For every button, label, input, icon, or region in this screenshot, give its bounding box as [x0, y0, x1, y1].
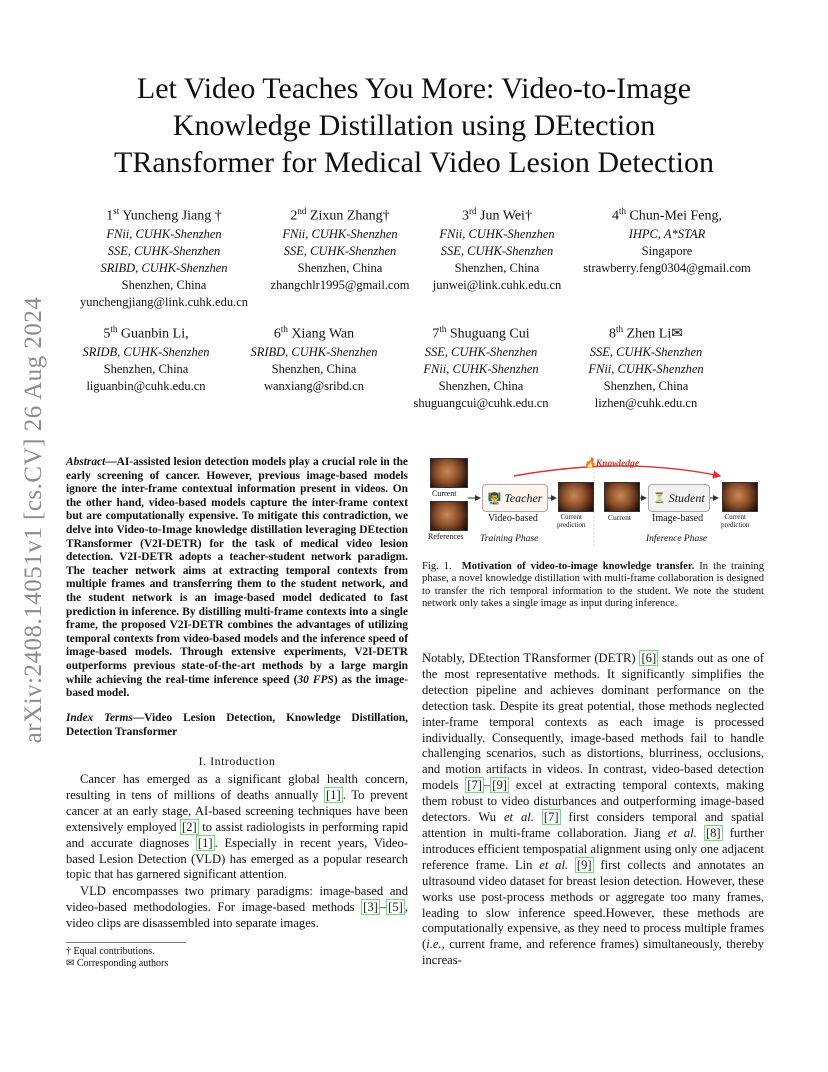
author-8: 8th Zhen Li✉ SSE, CUHK-Shenzhen FNii, CUHK-Shenzhen Shenzhen, China lizhen@cuhk.edu.cn [568, 320, 724, 412]
author-name: Chun-Mei Feng, [629, 208, 723, 224]
current-label: Current [608, 513, 631, 522]
citation-link[interactable]: [6] [641, 651, 657, 665]
author-email: strawberry.feng0304@gmail.com [583, 260, 751, 275]
knowledge-label: Knowledge [595, 459, 640, 469]
current-label: Current [432, 489, 457, 498]
citation-link[interactable]: [1] [326, 787, 341, 802]
section-heading: I. Introduction [198, 754, 276, 768]
author-name: Shuguang Cui [449, 326, 530, 342]
references-label: References [428, 532, 464, 541]
author-6: 6th Xiang Wan SRIBD, CUHK-Shenzhen Shenzhen, China wanxiang@sribd.cn [234, 320, 394, 395]
author-name: Zixun Zhang† [309, 208, 390, 224]
citation-link[interactable]: [7] [467, 778, 482, 793]
footnote: ✉ Corresponding authors [66, 958, 169, 969]
intro-paragraph-1: Cancer has emerged as a significant global health concern, resulting in tens of millions of deaths annually [1] . To prevent cancer at an early stage, AI-based screening techniques have been extensively employed [2] to assist radiologists in performing rapid and accurate diagnoses [1] . Especially in recent years, Video-based Lesion Detection (VLD) has emerged as a popular research topic that has garnered significant attention. [66, 772, 408, 882]
author-email: yunchengjiang@link.cuhk.edu.cn [79, 294, 249, 309]
title-line: Let Video Teaches You More: Video-to-Image [136, 72, 692, 105]
abstract: Abstract—AI-assisted lesion detection models play a crucial role in the early screening of cancer. However, previous image-based models ignore the inter-frame contextual information present in videos. On the other hand, video-based models capture the inter-frame context but are computationally expensive. To mitigate this contradiction, we delve into Video-to-Image knowledge distillation leveraging DEtection TRansformer (V2I-DETR) for the task of medical video lesion detection. V2I-DETR adopts a teacher-student network paradigm. The teacher network aims at extracting temporal contexts from multiple frames and transferring them to the student network, and the student network is an image-based model dedicated to fast prediction in inference. By distilling multi-frame contexts into a single frame, the proposed V2I-DETR combines the advantages of utilizing temporal contexts from video-based models and the inference speed of image-based models. Through extensive experiments, V2I-DETR outperforms previous state-of-the-art methods by a large margin while achieving the real-time inference speed (30 FPS) as the image-based model. [66, 456, 408, 700]
footnotes [66, 946, 408, 970]
author-4: 4th Chun-Mei Feng, IHPC, A*STAR Singapore strawberry.feng0304@gmail.com [574, 202, 760, 277]
teacher-box: 👨‍🏫 Teacher [482, 484, 548, 512]
video-based-label: Video-based [488, 513, 538, 524]
training-phase-label: Training Phase [480, 534, 539, 544]
author-name: Xiang Wan [291, 326, 355, 342]
current-frame-image [604, 482, 640, 512]
prediction-image [558, 482, 594, 512]
index-terms: Index Terms—Video Lesion Detection, Knowledge Distillation, Detection Transformer [66, 712, 408, 738]
author-email: junwei@link.cuhk.edu.cn [432, 277, 562, 292]
hourglass-icon: ⏳ [653, 492, 666, 504]
body-paragraph: Notably, DEtection TRansformer (DETR) [6] stands out as one of the most representative methods. It significantly simplifies the detection pipeline and achieves dominant performance on the detection task. Despite its great potential, those methods neglected inter-frame temporal contexts as each image is processed individually. Consequently, image-based methods fail to handle challenging scenarios, such as distortions, blurriness, occlusions, and motion artifacts in videos. In contrast, video-based detection models [7] – [9] excel at extracting temporal contexts, making them robust to video disturbances and outperforming image-based detectors. Wu et al. [7] first considers temporal and spatial attention in multi-frame collaboration. Jiang et al. [8] further introduces efficient tempospatial alignment using only one adjacent reference frame. Lin et al. [9] first collects and annotates an ultrasound video dataset for breast lesion detection. However, these works use post-process methods or aggregate too many frames, leading to slow inference speed.However, these methods are computationally expensive, as they need to process multiple frames (i.e., current frame, and reference frames) simultaneously, thereby increas- [422, 651, 765, 968]
author-email: zhangchlr1995@gmail.com [270, 277, 410, 292]
author-1: 1st Yuncheng Jiang † FNii, CUHK-Shenzhen SSE, CUHK-Shenzhen SRIBD, CUHK-Shenzhen Shenzhen, China yunchengjiang@link.cuhk.edu.cn [74, 202, 254, 311]
footnote-rule [66, 942, 186, 943]
inference-phase-label: Inference Phase [646, 534, 708, 544]
author-5: 5th Guanbin Li, SRIDB, CUHK-Shenzhen Shenzhen, China liguanbin@cuhk.edu.cn [66, 320, 226, 395]
current-frame-image [430, 458, 468, 488]
citation-link[interactable]: [1] [197, 835, 213, 850]
author-email: liguanbin@cuhk.edu.cn [86, 378, 206, 393]
title-line: Knowledge Distillation using DEtection [172, 109, 656, 142]
citation-link[interactable]: [3] [363, 899, 378, 914]
arxiv-watermark: arXiv:2408.14051v1 [cs.CV] 26 Aug 2024 [20, 296, 47, 744]
prediction-image [722, 482, 758, 512]
author-3: 3rd Jun Wei† FNii, CUHK-Shenzhen SSE, CUHK-Shenzhen Shenzhen, China junwei@link.cuhk.edu.cn [424, 202, 570, 294]
student-box: ⏳ Student [648, 484, 710, 512]
prediction-label: Current prediction [557, 513, 586, 529]
figure-caption: Fig. 1. Motivation of video-to-image knowledge transfer. In the training phase, a novel knowledge distillation with multi-frame collaboration is designed to transfer the rich temporal information to the student. We note the student network only takes a single image as input during inference. [422, 561, 764, 610]
citation-link[interactable]: [8] [705, 825, 721, 840]
reference-frame-image [430, 501, 468, 531]
citation-link[interactable]: [2] [182, 819, 197, 834]
image-based-label: Image-based [652, 513, 704, 524]
author-2: 2nd Zixun Zhang† FNii, CUHK-Shenzhen SSE, CUHK-Shenzhen Shenzhen, China zhangchlr1995@gmail.com [254, 202, 426, 294]
author-name: Zhen Li✉ [626, 326, 683, 342]
citation-link[interactable]: [5] [388, 899, 403, 914]
teacher-icon: 👨‍🏫 [487, 492, 502, 505]
figure-1 [424, 454, 768, 550]
title-line: TRansformer for Medical Video Lesion Detection [114, 146, 714, 179]
author-name: Guanbin Li, [120, 326, 189, 342]
author-7: 7th Shuguang Cui SSE, CUHK-Shenzhen FNii, CUHK-Shenzhen Shenzhen, China shuguangcui@cuhk.edu.cn [396, 320, 566, 412]
footnote: † Equal contributions. [66, 946, 155, 957]
paper-title [60, 70, 768, 181]
intro-paragraph-2: VLD encompasses two primary paradigms: image-based and video-based methodologies. For image-based methods [3] – [5] , video clips are disassembled into separate images. [66, 884, 408, 930]
author-name: Yuncheng Jiang † [122, 208, 222, 224]
author-email: lizhen@cuhk.edu.cn [594, 395, 698, 410]
prediction-label: Current prediction [721, 513, 750, 529]
citation-link[interactable]: [9] [492, 778, 507, 793]
author-name: Jun Wei† [480, 208, 532, 224]
flame-icon: 🔥Knowledge [584, 459, 640, 469]
citation-link[interactable]: [9] [576, 857, 592, 872]
author-email: wanxiang@sribd.cn [263, 378, 365, 393]
citation-link[interactable]: [7] [543, 810, 559, 825]
author-email: shuguangcui@cuhk.edu.cn [413, 395, 549, 410]
